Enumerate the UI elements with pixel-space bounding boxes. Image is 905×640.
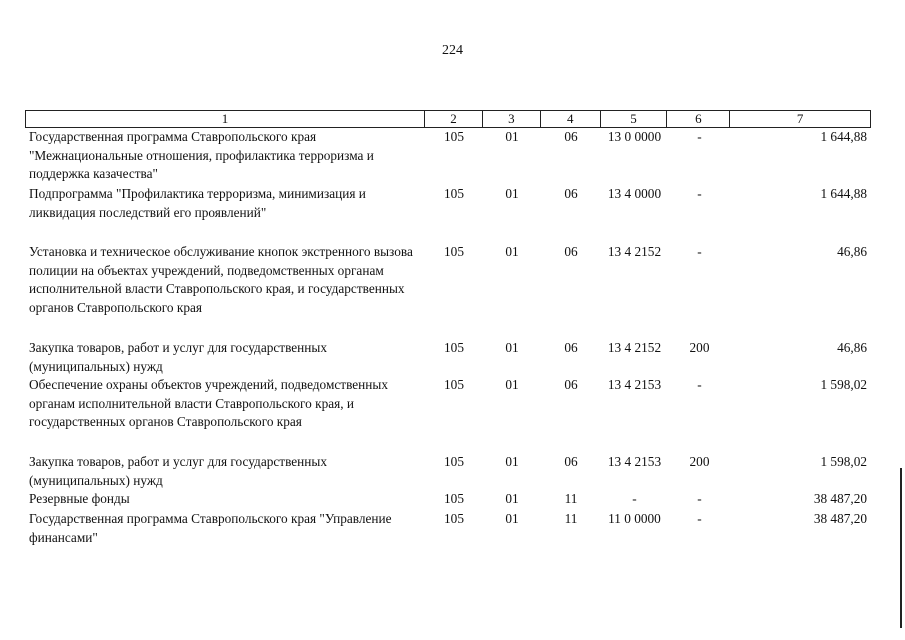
column-header-5: 5 <box>601 111 668 127</box>
row-section: 01 <box>505 377 519 392</box>
column-header-2: 2 <box>425 111 483 127</box>
row-target: 13 0 0000 <box>607 129 662 144</box>
page-number: 224 <box>442 43 463 58</box>
row-amount: 1 598,02 <box>820 377 867 392</box>
row-section: 01 <box>505 511 519 526</box>
row-subsection: 06 <box>564 377 578 392</box>
row-target: 13 4 2153 <box>607 377 662 392</box>
row-name: Резервные фонды <box>29 491 130 506</box>
row-target: - <box>632 491 637 506</box>
table-row <box>25 243 871 317</box>
row-ministry: 105 <box>444 244 464 259</box>
scan-edge-line <box>900 468 902 628</box>
row-ministry: 105 <box>444 186 464 201</box>
row-section: 01 <box>505 454 519 469</box>
row-amount: 38 487,20 <box>813 491 867 506</box>
row-type: - <box>697 377 702 392</box>
row-subsection: 06 <box>564 129 578 144</box>
row-subsection: 11 <box>564 491 578 506</box>
row-name: Установка и техническое обслуживание кнопок экстренного вызова полиции на объектах учреждений, подведомственных органам исполнительной власти Ставропольского края, и государственных органов Ставропольского края <box>29 244 413 315</box>
row-amount: 46,86 <box>837 340 867 355</box>
row-amount: 1 644,88 <box>820 129 867 144</box>
row-subsection: 06 <box>564 340 578 355</box>
row-name: Закупка товаров, работ и услуг для государственных (муниципальных) нужд <box>29 340 327 374</box>
row-ministry: 105 <box>444 340 464 355</box>
row-target: 11 0 0000 <box>608 511 661 526</box>
column-header-7: 7 <box>796 111 804 126</box>
row-name: Государственная программа Ставропольского края "Управление финансами" <box>29 511 392 545</box>
row-ministry: 105 <box>444 129 464 144</box>
column-header-1: 1 <box>26 111 425 127</box>
table-row <box>25 510 871 547</box>
row-subsection: 06 <box>564 454 578 469</box>
row-target: 13 4 2153 <box>607 454 662 469</box>
row-section: 01 <box>505 340 519 355</box>
row-ministry: 105 <box>444 377 464 392</box>
row-name: Государственная программа Ставропольского края "Межнациональные отношения, профилактика терроризма и поддержка казачества" <box>29 129 374 181</box>
row-target: 13 4 0000 <box>607 186 662 201</box>
row-amount: 1 598,02 <box>820 454 867 469</box>
row-target: 13 4 2152 <box>607 340 662 355</box>
row-ministry: 105 <box>444 511 464 526</box>
row-type: 200 <box>689 340 710 355</box>
row-ministry: 105 <box>444 454 464 469</box>
row-subsection: 11 <box>564 511 578 526</box>
row-amount: 46,86 <box>837 244 867 259</box>
row-type: - <box>697 129 702 144</box>
row-section: 01 <box>505 491 519 506</box>
row-name: Обеспечение охраны объектов учреждений, подведомственных органам исполнительной власти Ставропольского края, и государственных органов Ставропольского края <box>29 377 388 429</box>
row-section: 01 <box>505 186 519 201</box>
row-subsection: 06 <box>564 244 578 259</box>
row-type: 200 <box>689 454 710 469</box>
row-type: - <box>697 511 702 526</box>
column-header-3: 3 <box>483 111 541 127</box>
row-subsection: 06 <box>564 186 578 201</box>
row-type: - <box>697 491 702 506</box>
table-row <box>25 453 871 490</box>
column-header-4: 4 <box>541 111 601 127</box>
column-header-6: 6 <box>667 111 730 127</box>
row-target: 13 4 2152 <box>607 244 662 259</box>
table-header <box>25 110 871 128</box>
table-row <box>25 339 871 376</box>
row-name: Подпрограмма "Профилактика терроризма, минимизация и ликвидация последствий его проявлений" <box>29 186 366 220</box>
row-amount: 1 644,88 <box>820 186 867 201</box>
row-ministry: 105 <box>444 491 464 506</box>
row-section: 01 <box>505 129 519 144</box>
row-type: - <box>697 186 702 201</box>
row-amount: 38 487,20 <box>813 511 867 526</box>
row-name: Закупка товаров, работ и услуг для государственных (муниципальных) нужд <box>29 454 327 488</box>
row-section: 01 <box>505 244 519 259</box>
table-row <box>25 128 871 184</box>
table-row <box>25 376 871 432</box>
table-row <box>25 490 871 509</box>
row-type: - <box>697 244 702 259</box>
table-row <box>25 185 871 222</box>
